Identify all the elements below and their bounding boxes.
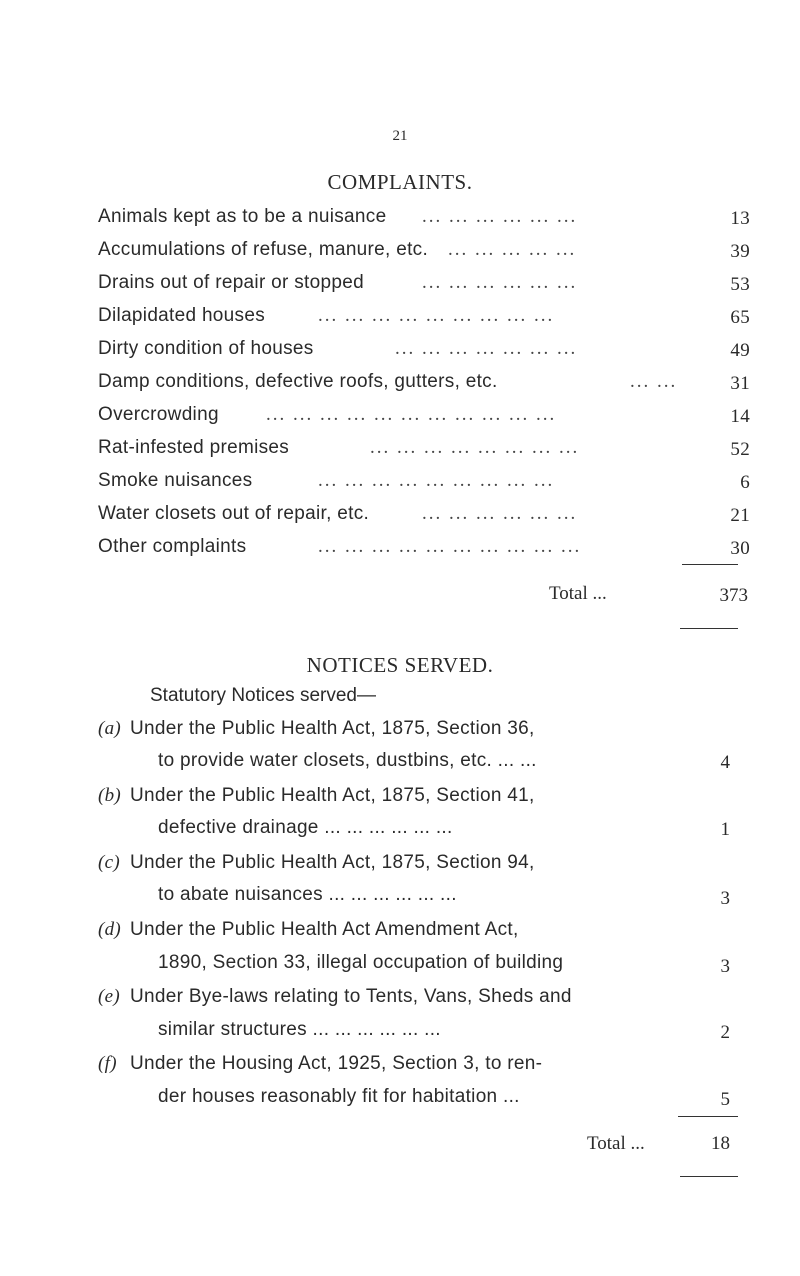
notice-text-line2: to provide water closets, dustbins, etc. ... ... bbox=[158, 750, 537, 771]
notice-letter: (b) bbox=[98, 785, 122, 806]
complaint-label: Other complaints bbox=[98, 536, 247, 557]
complaint-count: 13 bbox=[730, 208, 750, 229]
notice-letter: (e) bbox=[98, 986, 120, 1007]
complaint-label: Water closets out of repair, etc. bbox=[98, 503, 370, 524]
complaint-row bbox=[0, 404, 800, 430]
complaint-count: 65 bbox=[730, 307, 750, 328]
page-number: 21 bbox=[392, 128, 408, 144]
leader-dots: ... ... ... ... ... ... ... ... bbox=[370, 437, 580, 458]
complaint-row bbox=[0, 536, 800, 562]
complaint-row bbox=[0, 239, 800, 265]
notices-total-value: 18 bbox=[711, 1133, 730, 1154]
leader-dots: ... ... ... ... ... ... bbox=[422, 272, 578, 293]
notice-text-line1: Under the Public Health Act, 1875, Section 94, bbox=[130, 852, 535, 873]
notice-count: 1 bbox=[720, 819, 730, 840]
complaint-label: Drains out of repair or stopped bbox=[98, 272, 364, 293]
notice-text-line1: Under the Public Health Act, 1875, Section 41, bbox=[130, 785, 535, 806]
complaint-label: Smoke nuisances bbox=[98, 470, 253, 491]
complaint-count: 14 bbox=[730, 406, 750, 427]
leader-dots: ... ... ... ... ... ... ... ... ... bbox=[318, 470, 555, 491]
complaint-row bbox=[0, 206, 800, 232]
complaint-count: 21 bbox=[730, 505, 750, 526]
notice-letter: (c) bbox=[98, 852, 120, 873]
complaint-label: Animals kept as to be a nuisance bbox=[98, 206, 387, 227]
notice-text-line1: Under the Public Health Act Amendment Act, bbox=[130, 919, 519, 940]
notice-text-line2: similar structures ... ... ... ... ... ... bbox=[158, 1019, 441, 1040]
notice-text-line2: defective drainage ... ... ... ... ... ... bbox=[158, 817, 453, 838]
complaint-label: Dirty condition of houses bbox=[98, 338, 314, 359]
complaint-row bbox=[0, 371, 800, 397]
subtotal-rule bbox=[678, 1116, 738, 1117]
complaint-label: Dilapidated houses bbox=[98, 305, 266, 326]
leader-dots: ... ... ... ... ... ... ... ... ... ... ... bbox=[266, 404, 557, 425]
notice-count: 5 bbox=[720, 1089, 730, 1110]
leader-dots: ... ... ... ... ... ... bbox=[422, 503, 578, 524]
notices-total-label: Total ... bbox=[587, 1133, 645, 1154]
leader-dots: ... ... bbox=[630, 371, 678, 392]
complaint-count: 39 bbox=[730, 241, 750, 262]
notice-count: 2 bbox=[720, 1022, 730, 1043]
notice-text-line2: 1890, Section 33, illegal occupation of building bbox=[158, 952, 564, 973]
complaint-count: 49 bbox=[730, 340, 750, 361]
total-rule bbox=[680, 1176, 738, 1177]
complaint-row bbox=[0, 305, 800, 331]
complaint-count: 30 bbox=[730, 538, 750, 559]
total-rule bbox=[680, 628, 738, 629]
notice-letter: (d) bbox=[98, 919, 122, 940]
notices-intro: Statutory Notices served— bbox=[150, 685, 376, 706]
notice-count: 3 bbox=[720, 956, 730, 977]
complaint-label: Overcrowding bbox=[98, 404, 219, 425]
notice-count: 3 bbox=[720, 888, 730, 909]
leader-dots: ... ... ... ... ... ... ... ... ... ... bbox=[318, 536, 582, 557]
complaint-label: Rat-infested premises bbox=[98, 437, 290, 458]
notice-text-line1: Under the Public Health Act, 1875, Section 36, bbox=[130, 718, 535, 739]
complaint-count: 31 bbox=[730, 373, 750, 394]
notice-letter: (a) bbox=[98, 718, 122, 739]
subtotal-rule bbox=[682, 564, 738, 565]
complaint-count: 52 bbox=[730, 439, 750, 460]
complaint-row bbox=[0, 437, 800, 463]
leader-dots: ... ... ... ... ... bbox=[448, 239, 577, 260]
complaint-row bbox=[0, 338, 800, 364]
notice-text-line1: Under Bye-laws relating to Tents, Vans, Sheds and bbox=[130, 986, 572, 1007]
complaint-row bbox=[0, 503, 800, 529]
notice-letter: (f) bbox=[98, 1053, 117, 1074]
leader-dots: ... ... ... ... ... ... ... bbox=[395, 338, 578, 359]
complaint-label: Accumulations of refuse, manure, etc. bbox=[98, 239, 429, 260]
complaint-row bbox=[0, 470, 800, 496]
notice-text-line2: der houses reasonably fit for habitation ... bbox=[158, 1086, 520, 1107]
notices-heading: NOTICES SERVED. bbox=[306, 653, 494, 677]
complaint-count: 53 bbox=[730, 274, 750, 295]
complaints-total-value: 373 bbox=[719, 585, 748, 606]
leader-dots: ... ... ... ... ... ... bbox=[422, 206, 578, 227]
leader-dots: ... ... ... ... ... ... ... ... ... bbox=[318, 305, 555, 326]
complaint-count: 6 bbox=[740, 472, 750, 493]
complaint-row bbox=[0, 272, 800, 298]
complaint-label: Damp conditions, defective roofs, gutters, etc. bbox=[98, 371, 498, 392]
notice-text-line1: Under the Housing Act, 1925, Section 3, to ren- bbox=[130, 1053, 543, 1074]
notice-text-line2: to abate nuisances ... ... ... ... ... ... bbox=[158, 884, 457, 905]
complaints-heading: COMPLAINTS. bbox=[327, 170, 473, 194]
notice-count: 4 bbox=[720, 752, 730, 773]
complaints-total-label: Total ... bbox=[549, 583, 607, 604]
